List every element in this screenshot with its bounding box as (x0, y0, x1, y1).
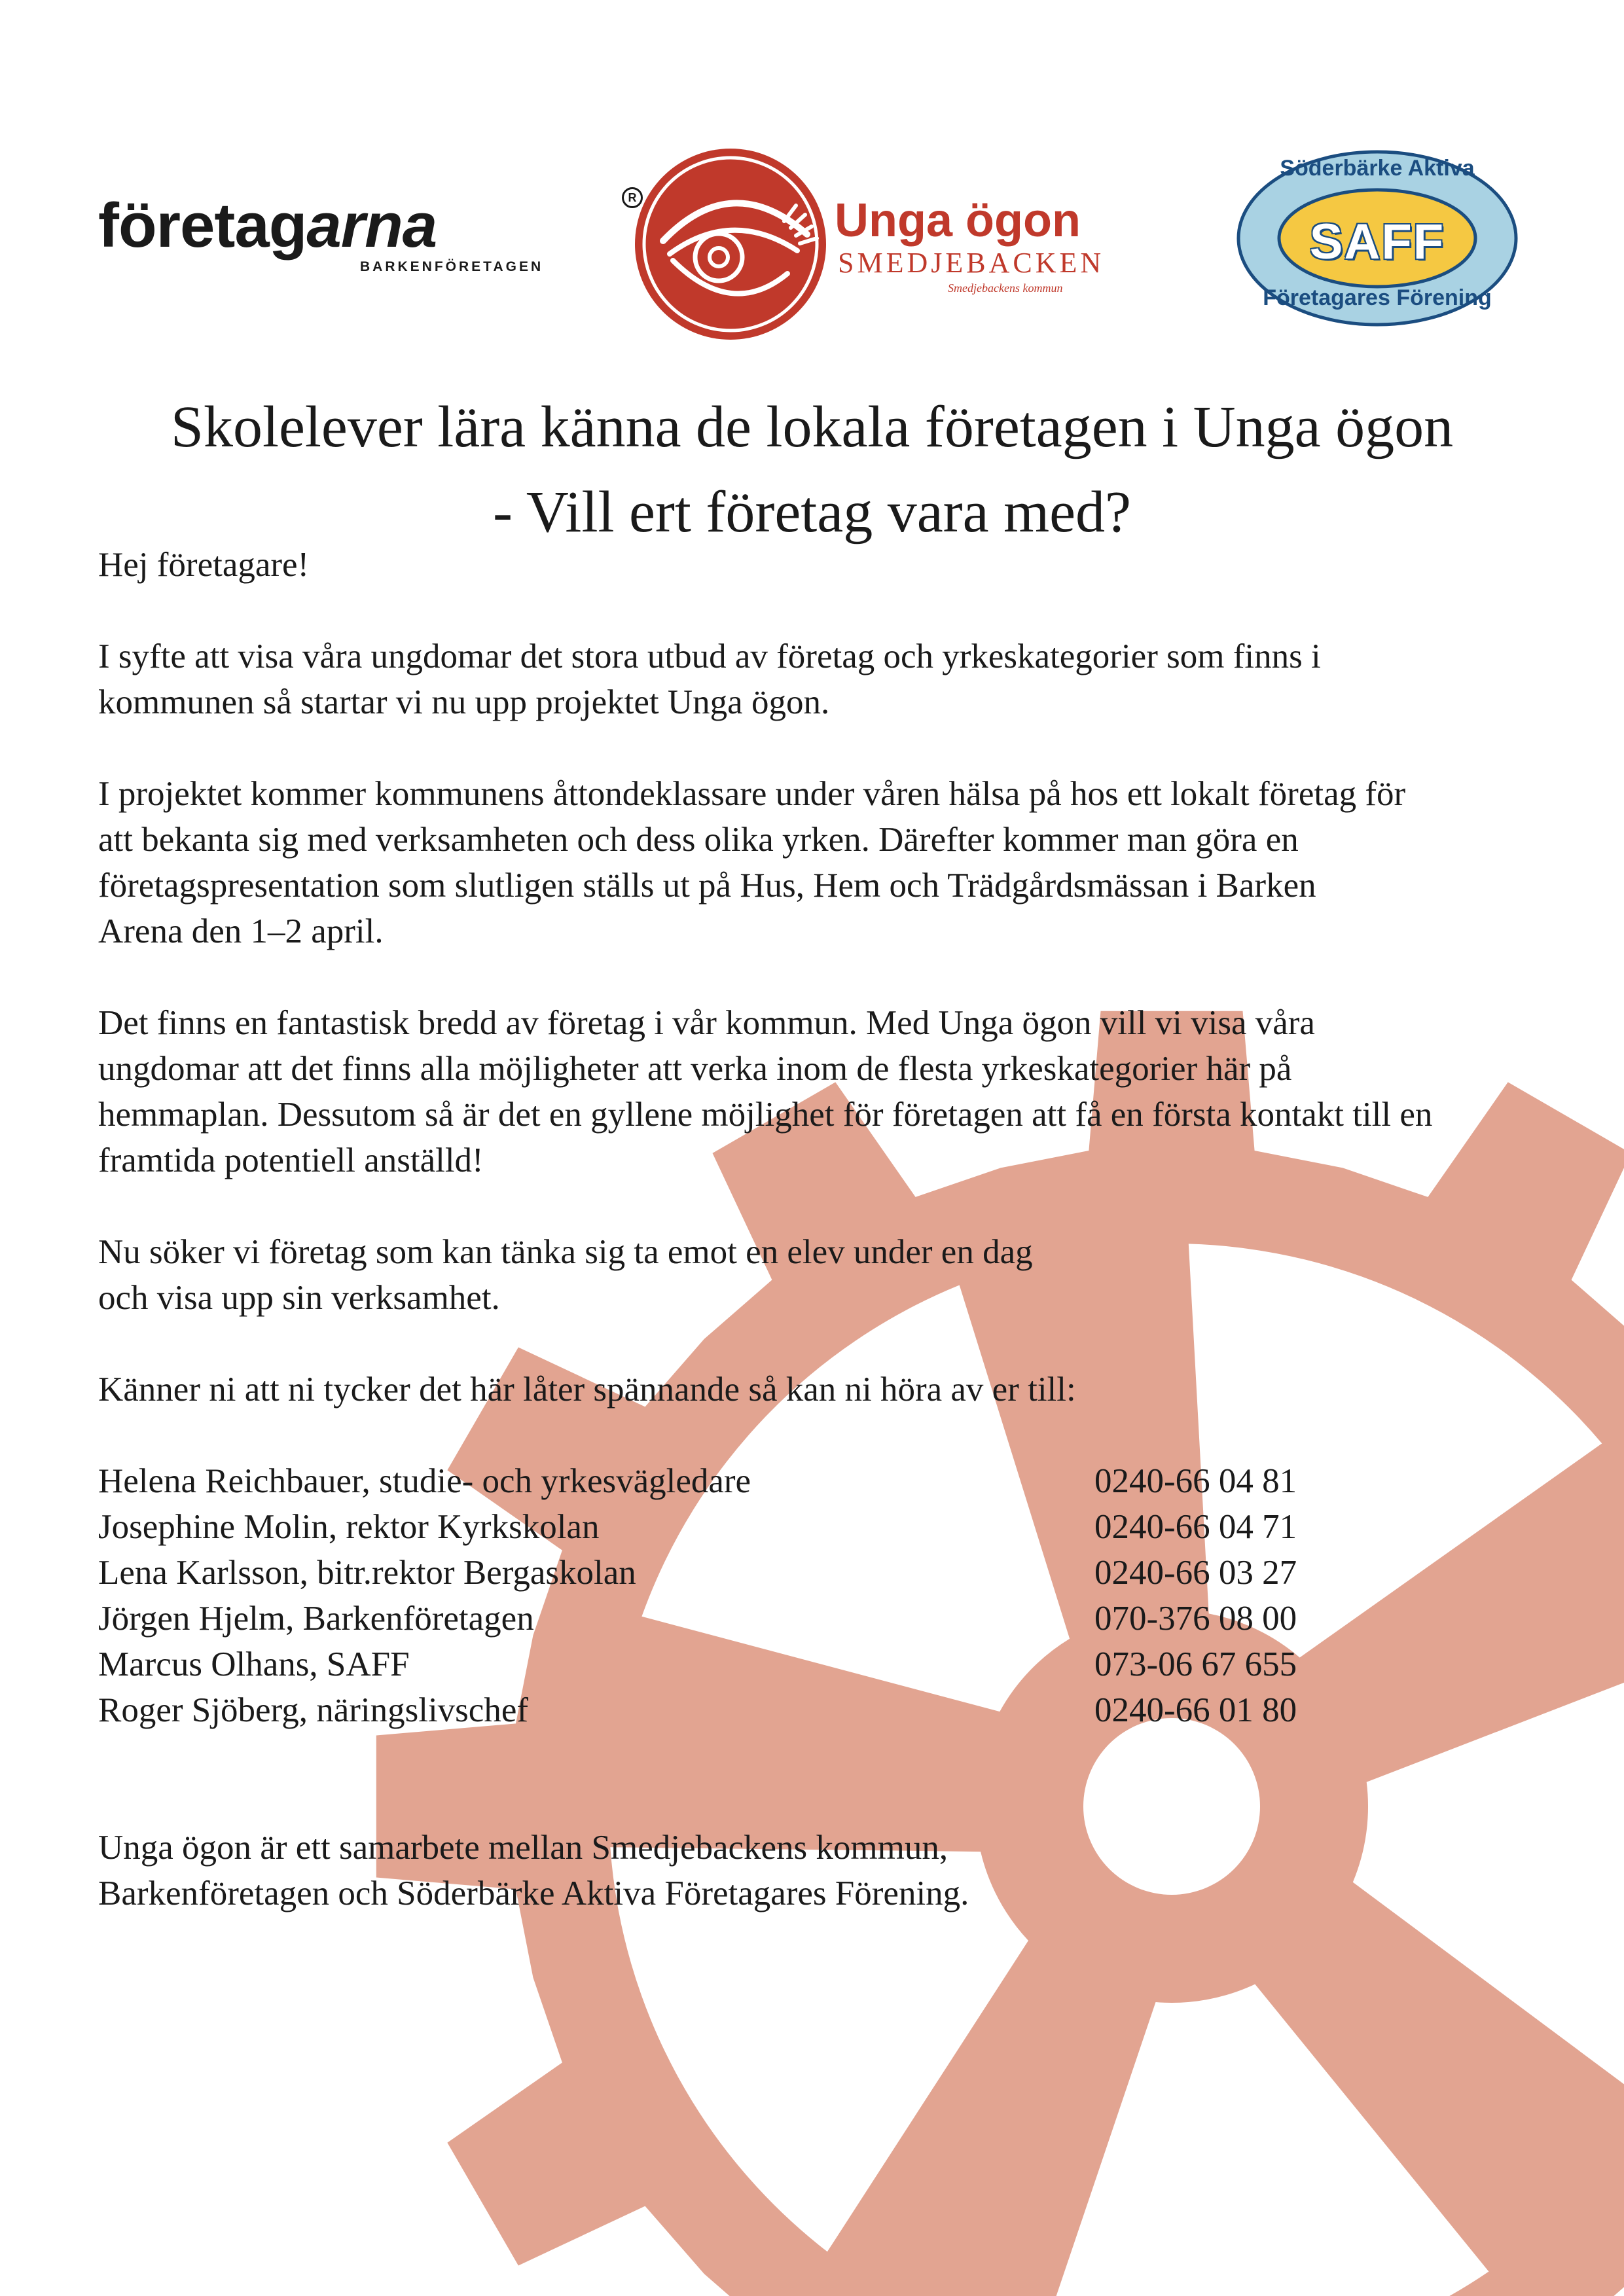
unga-ogon-title: Unga ögon (835, 194, 1081, 247)
footer-line: Unga ögon är ett samarbete mellan Smedjebackens kommun, (98, 1829, 948, 1867)
paragraph-line: Känner ni att ni tycker det här låter spännande så kan ni höra av er till: (98, 1371, 1076, 1408)
contact-name: Roger Sjöberg, näringslivschef (98, 1691, 528, 1729)
unga-ogon-kommun: Smedjebackens kommun (948, 281, 1063, 295)
page-title (0, 385, 1624, 555)
contact-phone: 0240-66 01 80 (1094, 1691, 1297, 1729)
paragraph-line: företagspresentation som slutligen ställs ut på Hus, Hem och Trädgårdsmässan i Barken (98, 867, 1316, 905)
footer-text (98, 1825, 1538, 1916)
eye-icon (634, 143, 843, 346)
foretagarna-logo (98, 190, 637, 281)
paragraph-line: I projektet kommer kommunens åttondeklassare under våren hälsa på hos ett lokalt företag för (98, 775, 1406, 813)
contact-phone: 070-376 08 00 (1094, 1600, 1297, 1638)
paragraph-line: Arena den 1–2 april. (98, 912, 384, 950)
contact-row (98, 1550, 1538, 1596)
contact-phone: 0240-66 03 27 (1094, 1554, 1297, 1592)
registered-mark-icon: R (622, 187, 643, 208)
contact-phone: 073-06 67 655 (1094, 1645, 1297, 1683)
paragraph-line: kommunen så startar vi nu upp projektet Unga ögon. (98, 683, 830, 721)
foretagarna-subtitle: BARKENFÖRETAGEN (360, 259, 544, 274)
paragraph-line: hemmaplan. Dessutom så är det en gyllene möjlighet för företagen att få en första kontakt till en (98, 1096, 1433, 1134)
unga-ogon-subtitle: SMEDJEBACKEN (838, 247, 1105, 279)
paragraph-line: Det finns en fantastisk bredd av företag i vår kommun. Med Unga ögon vill vi visa våra (98, 1004, 1315, 1042)
contact-name: Lena Karlsson, bitr.rektor Bergaskolan (98, 1554, 636, 1592)
paragraph-purpose (98, 634, 1538, 725)
contact-list (98, 1458, 1538, 1733)
contact-row (98, 1458, 1538, 1504)
greeting (98, 542, 1538, 588)
paragraph-line: Nu söker vi företag som kan tänka sig ta emot en elev under en dag (98, 1233, 1033, 1271)
footer-line: Barkenföretagen och Söderbärke Aktiva Företagares Förening. (98, 1874, 969, 1912)
headline-line-2: - Vill ert företag vara med? (493, 480, 1131, 545)
paragraph-line: ungdomar att det finns alla möjligheter att verka inom de flesta yrkeskategorier här på (98, 1050, 1292, 1088)
contact-name: Marcus Olhans, SAFF (98, 1645, 410, 1683)
foretagarna-word-regular: företag (98, 190, 307, 260)
paragraph-line: och visa upp sin verksamhet. (98, 1279, 500, 1317)
contact-name: Jörgen Hjelm, Barkenföretagen (98, 1600, 534, 1638)
contact-row (98, 1596, 1538, 1641)
saff-name: SAFF (1309, 214, 1445, 270)
contact-phone: 0240-66 04 71 (1094, 1508, 1297, 1546)
contact-name: Helena Reichbauer, studie- och yrkesvägledare (98, 1462, 751, 1500)
contact-row (98, 1641, 1538, 1687)
contact-name: Josephine Molin, rektor Kyrkskolan (98, 1508, 600, 1546)
paragraph-line: att bekanta sig med verksamheten och dess olika yrken. Därefter kommer man göra en (98, 821, 1299, 859)
contact-phone: 0240-66 04 81 (1094, 1462, 1297, 1500)
saff-bottom-text: Företagares Förening (1263, 285, 1492, 310)
paragraph-contact-intro (98, 1367, 1538, 1412)
paragraph-line: framtida potentiell anställd! (98, 1141, 484, 1179)
headline-line-1: Skolelever lära känna de lokala företagen i Unga ögon (170, 395, 1454, 459)
contact-row (98, 1504, 1538, 1550)
saff-top-text: Söderbärke Aktiva (1280, 156, 1475, 181)
foretagarna-wordmark (98, 190, 437, 262)
foretagarna-word-italic: arna (306, 190, 437, 260)
paragraph-request (98, 1229, 1538, 1321)
saff-logo (1236, 149, 1519, 327)
unga-ogon-logo (634, 143, 1105, 346)
letter-body (98, 542, 1538, 1962)
paragraph-project (98, 771, 1538, 954)
contact-row (98, 1687, 1538, 1733)
greeting-text: Hej företagare! (98, 546, 310, 584)
paragraph-line: I syfte att visa våra ungdomar det stora utbud av företag och yrkeskategorier som finns i (98, 637, 1321, 675)
paragraph-opportunity (98, 1000, 1538, 1183)
